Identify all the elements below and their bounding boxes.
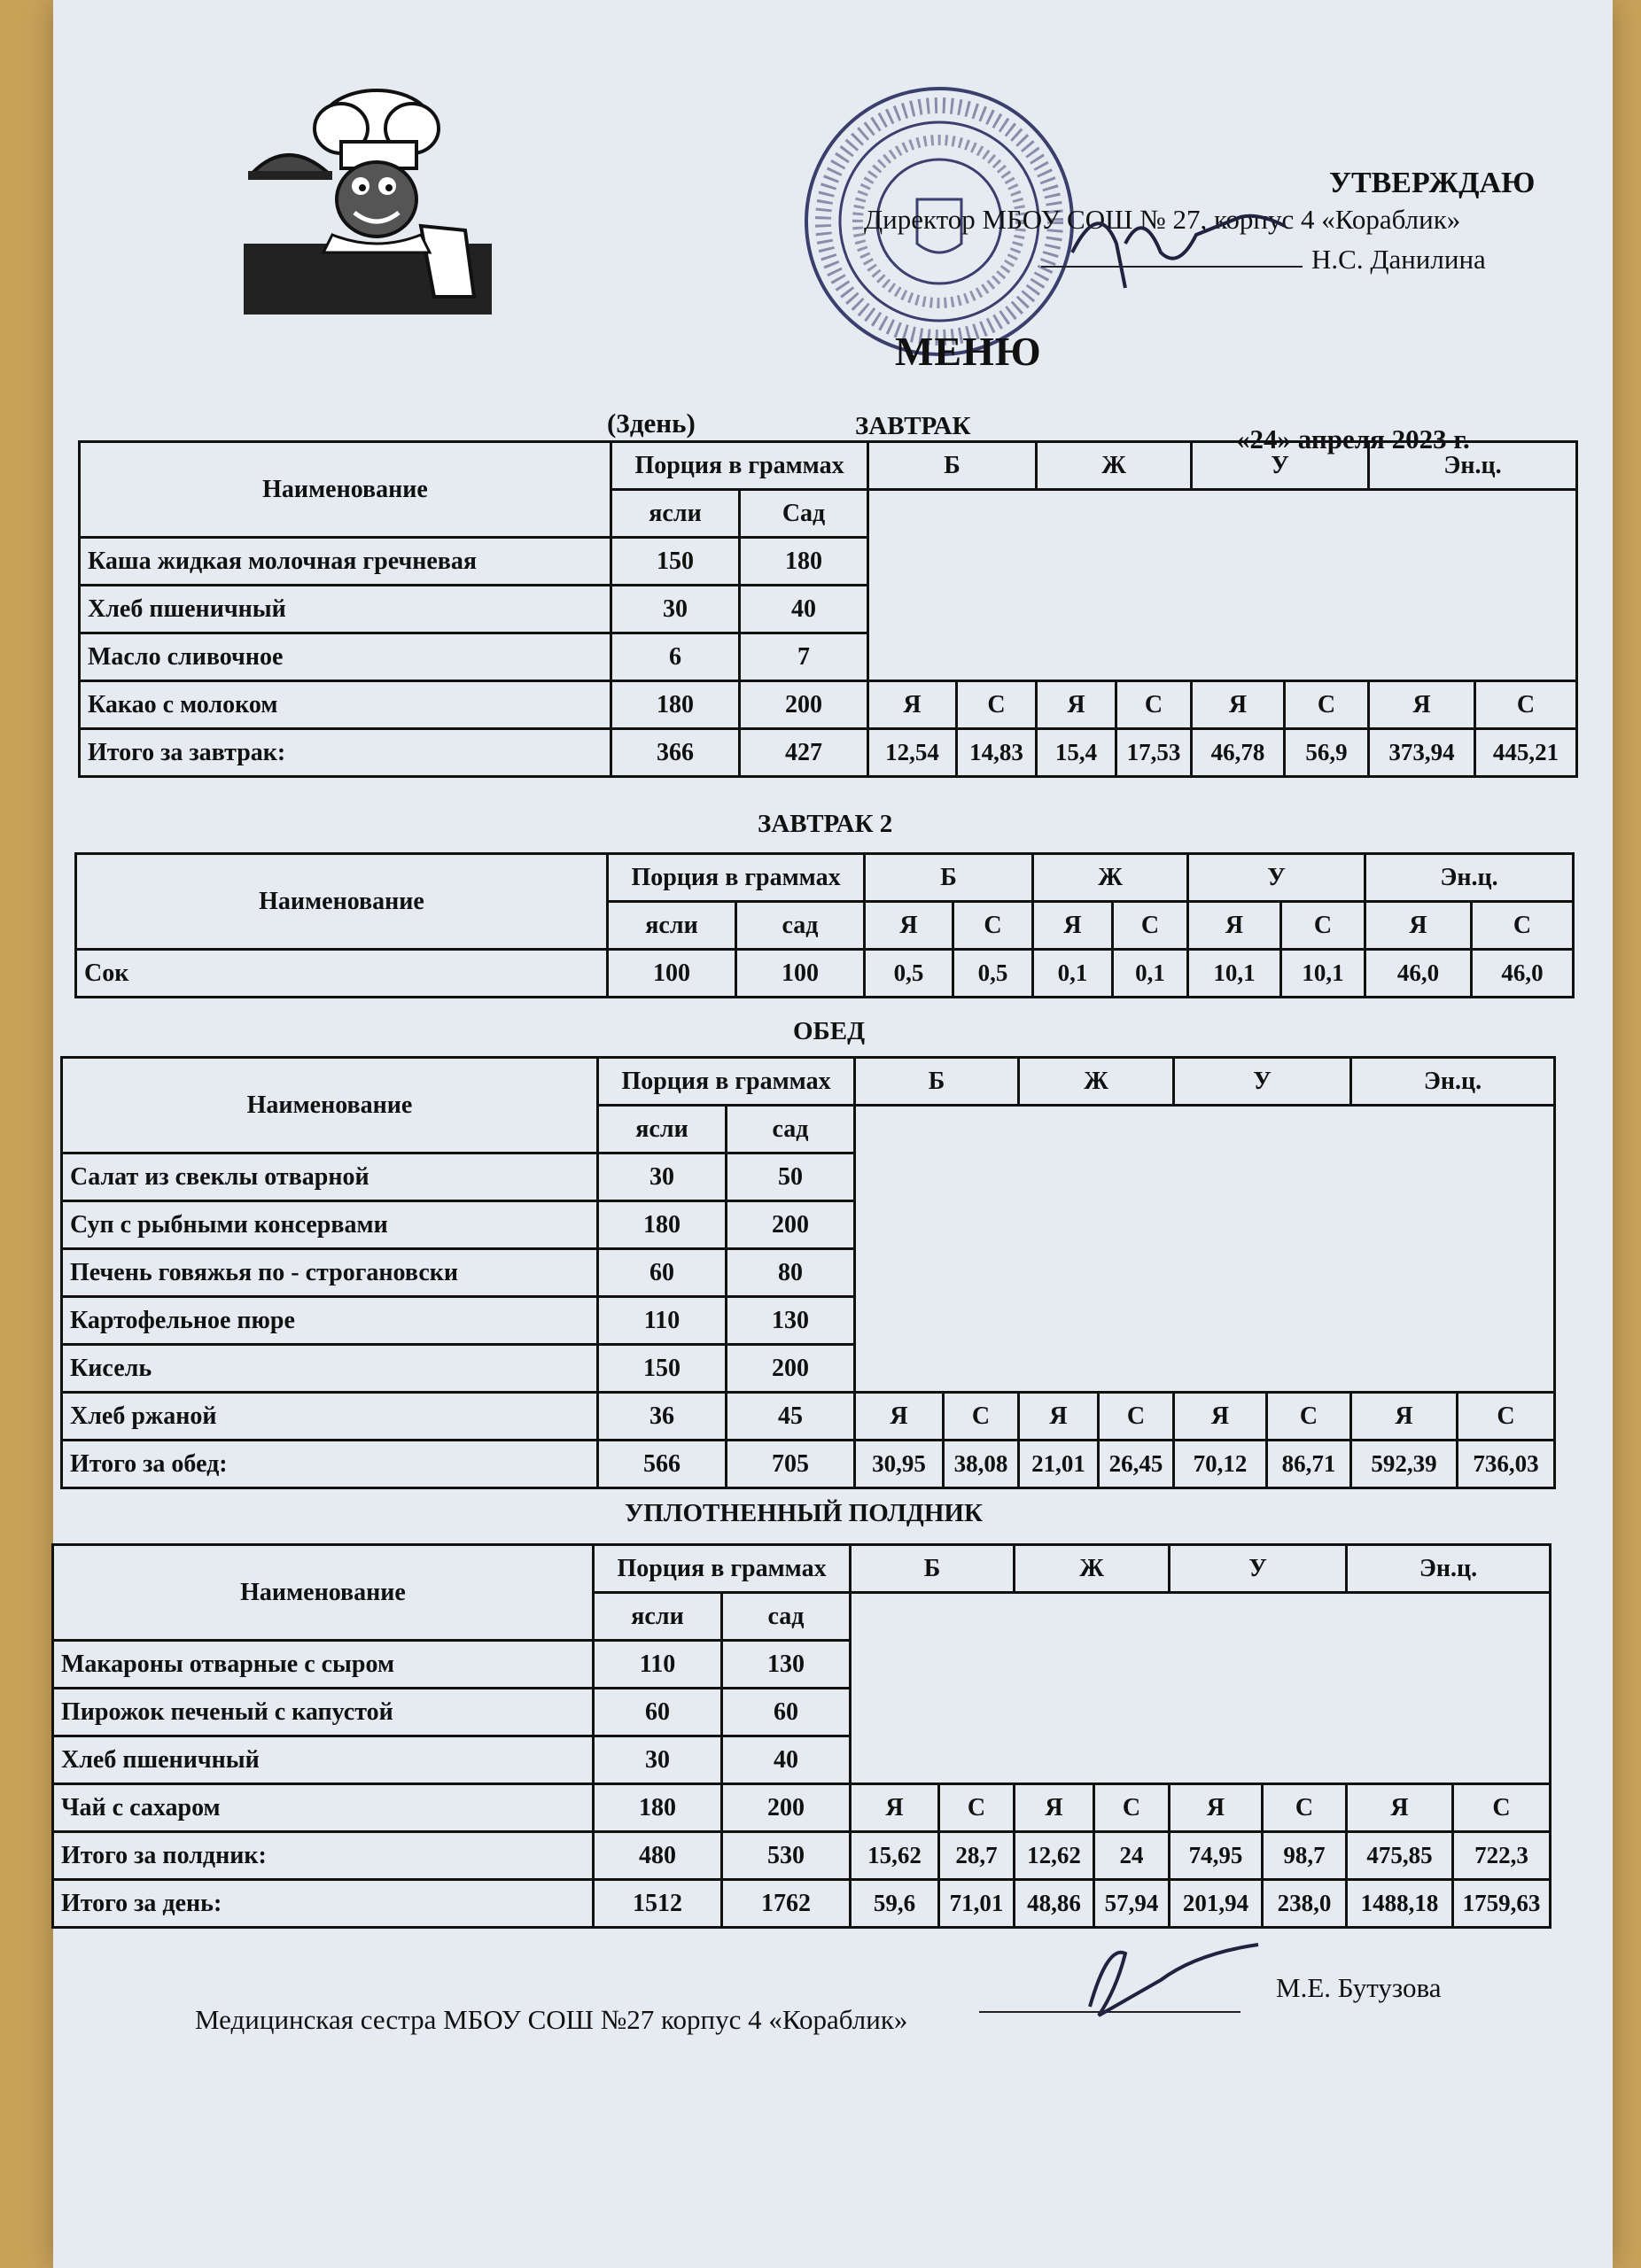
header-name: Наименование xyxy=(80,442,611,538)
dish-name: Печень говяжья по - строгановски xyxy=(62,1249,598,1297)
portion-yasli: 150 xyxy=(598,1345,727,1393)
total-sad: 705 xyxy=(727,1441,855,1488)
header-sad: Сад xyxy=(740,490,868,538)
nutrient-value: 10,1 xyxy=(1188,950,1281,998)
director-signature xyxy=(1063,190,1294,306)
date-label: «24» апреля 2023 г. xyxy=(1236,423,1470,454)
portion-sad: 200 xyxy=(727,1345,855,1393)
dish-name: Какао с молоком xyxy=(80,681,611,729)
nutrient-value: 24 xyxy=(1094,1832,1170,1880)
chef-illustration xyxy=(244,75,492,315)
col-ya: Я xyxy=(851,1784,939,1832)
lunch-label: ОБЕД xyxy=(793,1017,866,1045)
nutrient-value: 0,5 xyxy=(865,950,953,998)
nutrient-value: 12,62 xyxy=(1015,1832,1094,1880)
portion-sad: 200 xyxy=(722,1784,851,1832)
nutrient-value: 46,78 xyxy=(1192,729,1285,777)
portion-sad: 45 xyxy=(727,1393,855,1441)
nutrient-value: 736,03 xyxy=(1458,1441,1555,1488)
portion-sad: 50 xyxy=(727,1153,855,1201)
col-ya: Я xyxy=(1019,1393,1099,1441)
nutrition-blank xyxy=(855,1106,1555,1393)
total-label: Итого за завтрак: xyxy=(80,729,611,777)
nutrient-value: 38,08 xyxy=(944,1441,1019,1488)
nutrient-value: 592,39 xyxy=(1351,1441,1458,1488)
nutrient-value: 46,0 xyxy=(1472,950,1574,998)
approval-title: УТВЕРЖДАЮ xyxy=(1329,167,1536,199)
col-ya: Я xyxy=(1033,902,1113,950)
nutrient-value: 1488,18 xyxy=(1347,1880,1453,1928)
nutrient-value: 0,1 xyxy=(1033,950,1113,998)
portion-yasli: 180 xyxy=(598,1201,727,1249)
dish-name: Пирожок печеный с капустой xyxy=(53,1689,594,1736)
header-zh: Ж xyxy=(1033,854,1188,902)
nutrient-value: 0,5 xyxy=(953,950,1033,998)
total-row xyxy=(80,729,1577,777)
portion-sad: 7 xyxy=(740,633,868,681)
portion-yasli: 150 xyxy=(611,538,740,586)
day-label: (3день) xyxy=(607,408,696,439)
portion-sad: 130 xyxy=(727,1297,855,1345)
nutrient-value: 475,85 xyxy=(1347,1832,1453,1880)
header-yasli: ясли xyxy=(611,490,740,538)
header-u: У xyxy=(1170,1545,1347,1593)
day-total-label: Итого за день: xyxy=(53,1880,594,1928)
portion-yasli: 30 xyxy=(594,1736,722,1784)
portion-sad: 60 xyxy=(722,1689,851,1736)
header-portion: Порция в граммах xyxy=(594,1545,851,1593)
nutrient-value: 98,7 xyxy=(1263,1832,1347,1880)
col-ya: Я xyxy=(1037,681,1116,729)
col-s: С xyxy=(944,1393,1019,1441)
approval-director-name: Н.С. Данилина xyxy=(1311,244,1486,275)
nutrient-value: 201,94 xyxy=(1170,1880,1263,1928)
col-s: С xyxy=(1453,1784,1551,1832)
total-yasli: 480 xyxy=(594,1832,722,1880)
nutrient-value: 14,83 xyxy=(957,729,1037,777)
dish-name: Кисель xyxy=(62,1345,598,1393)
header-yasli: ясли xyxy=(594,1593,722,1641)
header-b: Б xyxy=(868,442,1037,490)
col-s: С xyxy=(939,1784,1015,1832)
header-b: Б xyxy=(851,1545,1015,1593)
total-yasli: 1512 xyxy=(594,1880,722,1928)
breakfast-label: ЗАВТРАК xyxy=(855,412,971,440)
breakfast2-table xyxy=(74,852,1575,998)
table-row xyxy=(80,681,1577,729)
header-b: Б xyxy=(855,1058,1019,1106)
total-yasli: 566 xyxy=(598,1441,727,1488)
portion-yasli: 60 xyxy=(598,1249,727,1297)
portion-sad: 40 xyxy=(740,586,868,633)
total-sad: 1762 xyxy=(722,1880,851,1928)
header-sad: сад xyxy=(736,902,865,950)
portion-sad: 200 xyxy=(727,1201,855,1249)
nutrient-value: 26,45 xyxy=(1099,1441,1174,1488)
nutrient-value: 445,21 xyxy=(1475,729,1577,777)
header-u: У xyxy=(1188,854,1365,902)
col-s: С xyxy=(1267,1393,1351,1441)
snack-table xyxy=(51,1543,1552,1929)
total-label: Итого за обед: xyxy=(62,1441,598,1488)
portion-yasli: 30 xyxy=(598,1153,727,1201)
nurse-name: М.Е. Бутузова xyxy=(1276,1972,1442,2003)
total-sad: 530 xyxy=(722,1832,851,1880)
nutrient-value: 70,12 xyxy=(1174,1441,1267,1488)
breakfast2-label: ЗАВТРАК 2 xyxy=(758,810,893,838)
nutrient-value: 238,0 xyxy=(1263,1880,1347,1928)
col-s: С xyxy=(957,681,1037,729)
nutrient-value: 373,94 xyxy=(1369,729,1475,777)
nurse-signature xyxy=(1054,1918,1267,2033)
nutrient-value: 71,01 xyxy=(939,1880,1015,1928)
nutrition-blank xyxy=(868,490,1577,681)
table-row xyxy=(76,950,1574,998)
dish-name: Сок xyxy=(76,950,608,998)
header-name: Наименование xyxy=(76,854,608,950)
day-total-row xyxy=(53,1880,1551,1928)
portion-sad: 200 xyxy=(740,681,868,729)
total-label: Итого за полдник: xyxy=(53,1832,594,1880)
dish-name: Каша жидкая молочная гречневая xyxy=(80,538,611,586)
nutrient-value: 1759,63 xyxy=(1453,1880,1551,1928)
dish-name: Суп с рыбными консервами xyxy=(62,1201,598,1249)
table-row xyxy=(53,1784,1551,1832)
col-s: С xyxy=(1094,1784,1170,1832)
col-ya: Я xyxy=(868,681,957,729)
dish-name: Хлеб пшеничный xyxy=(53,1736,594,1784)
nutrient-value: 86,71 xyxy=(1267,1441,1351,1488)
col-ya: Я xyxy=(1015,1784,1094,1832)
portion-yasli: 180 xyxy=(611,681,740,729)
header-b: Б xyxy=(865,854,1033,902)
portion-sad: 100 xyxy=(736,950,865,998)
approval-director-line: Директор МБОУ СОШ № 27, корпус 4 «Кораблик» xyxy=(864,204,1461,235)
col-ya: Я xyxy=(855,1393,944,1441)
header-yasli: ясли xyxy=(598,1106,727,1153)
nutrient-value: 30,95 xyxy=(855,1441,944,1488)
portion-yasli: 30 xyxy=(611,586,740,633)
header-en: Эн.ц. xyxy=(1351,1058,1555,1106)
portion-yasli: 180 xyxy=(594,1784,722,1832)
col-ya: Я xyxy=(1351,1393,1458,1441)
breakfast-table xyxy=(78,440,1578,778)
nutrient-value: 17,53 xyxy=(1116,729,1192,777)
col-s: С xyxy=(1116,681,1192,729)
header-zh: Ж xyxy=(1037,442,1192,490)
col-s: С xyxy=(1285,681,1369,729)
col-s: С xyxy=(1099,1393,1174,1441)
nutrient-value: 56,9 xyxy=(1285,729,1369,777)
col-s: С xyxy=(1263,1784,1347,1832)
nutrient-value: 74,95 xyxy=(1170,1832,1263,1880)
portion-sad: 180 xyxy=(740,538,868,586)
dish-name: Чай с сахаром xyxy=(53,1784,594,1832)
header-portion: Порция в граммах xyxy=(608,854,865,902)
dish-name: Салат из свеклы отварной xyxy=(62,1153,598,1201)
nutrient-value: 48,86 xyxy=(1015,1880,1094,1928)
dish-name: Масло сливочное xyxy=(80,633,611,681)
nutrient-value: 21,01 xyxy=(1019,1441,1099,1488)
nutrient-value: 15,62 xyxy=(851,1832,939,1880)
col-ya: Я xyxy=(1188,902,1281,950)
header-portion: Порция в граммах xyxy=(611,442,868,490)
total-row xyxy=(62,1441,1555,1488)
col-s: С xyxy=(953,902,1033,950)
col-s: С xyxy=(1113,902,1188,950)
portion-yasli: 110 xyxy=(594,1641,722,1689)
nutrient-value: 12,54 xyxy=(868,729,957,777)
portion-yasli: 36 xyxy=(598,1393,727,1441)
dish-name: Хлеб пшеничный xyxy=(80,586,611,633)
header-sad: сад xyxy=(722,1593,851,1641)
col-s: С xyxy=(1475,681,1577,729)
header-portion: Порция в граммах xyxy=(598,1058,855,1106)
lunch-table xyxy=(60,1056,1556,1489)
dish-name: Хлеб ржаной xyxy=(62,1393,598,1441)
total-yasli: 366 xyxy=(611,729,740,777)
portion-sad: 130 xyxy=(722,1641,851,1689)
col-ya: Я xyxy=(1174,1393,1267,1441)
col-ya: Я xyxy=(865,902,953,950)
header-yasli: ясли xyxy=(608,902,736,950)
nutrient-value: 15,4 xyxy=(1037,729,1116,777)
header-zh: Ж xyxy=(1019,1058,1174,1106)
header-en: Эн.ц. xyxy=(1365,854,1574,902)
portion-yasli: 60 xyxy=(594,1689,722,1736)
header-sad: сад xyxy=(727,1106,855,1153)
portion-yasli: 6 xyxy=(611,633,740,681)
header-en: Эн.ц. xyxy=(1347,1545,1551,1593)
header-name: Наименование xyxy=(62,1058,598,1153)
dish-name: Картофельное пюре xyxy=(62,1297,598,1345)
col-ya: Я xyxy=(1347,1784,1453,1832)
portion-yasli: 110 xyxy=(598,1297,727,1345)
nutrient-value: 57,94 xyxy=(1094,1880,1170,1928)
header-u: У xyxy=(1192,442,1369,490)
nutrient-value: 722,3 xyxy=(1453,1832,1551,1880)
col-ya: Я xyxy=(1170,1784,1263,1832)
menu-title: МЕНЮ xyxy=(895,329,1042,374)
nutrient-value: 28,7 xyxy=(939,1832,1015,1880)
col-ya: Я xyxy=(1369,681,1475,729)
nutrient-value: 59,6 xyxy=(851,1880,939,1928)
total-sad: 427 xyxy=(740,729,868,777)
header-zh: Ж xyxy=(1015,1545,1170,1593)
header-name: Наименование xyxy=(53,1545,594,1641)
col-s: С xyxy=(1458,1393,1555,1441)
col-ya: Я xyxy=(1365,902,1472,950)
col-s: С xyxy=(1281,902,1365,950)
header-en: Эн.ц. xyxy=(1369,442,1577,490)
total-row xyxy=(53,1832,1551,1880)
col-s: С xyxy=(1472,902,1574,950)
portion-sad: 40 xyxy=(722,1736,851,1784)
nutrient-value: 10,1 xyxy=(1281,950,1365,998)
nurse-line: Медицинская сестра МБОУ СОШ №27 корпус 4 «Кораблик» xyxy=(195,2004,908,2035)
nutrition-blank xyxy=(851,1593,1551,1784)
header-u: У xyxy=(1174,1058,1351,1106)
portion-yasli: 100 xyxy=(608,950,736,998)
portion-sad: 80 xyxy=(727,1249,855,1297)
col-ya: Я xyxy=(1192,681,1285,729)
table-row xyxy=(62,1393,1555,1441)
menu-sheet xyxy=(53,0,1613,2268)
nutrient-value: 46,0 xyxy=(1365,950,1472,998)
snack-label: УПЛОТНЕННЫЙ ПОЛДНИК xyxy=(625,1499,984,1527)
dish-name: Макароны отварные с сыром xyxy=(53,1641,594,1689)
nutrient-value: 0,1 xyxy=(1113,950,1188,998)
